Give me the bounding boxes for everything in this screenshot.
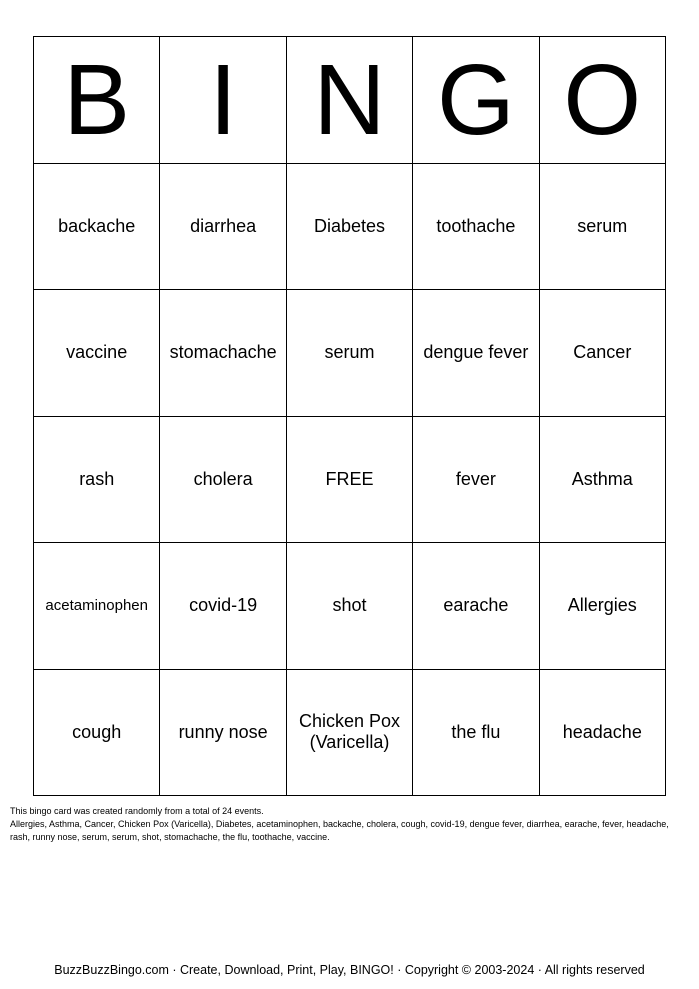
bingo-cell: Chicken Pox (Varicella) bbox=[287, 670, 413, 797]
bingo-cell: Asthma bbox=[540, 417, 666, 544]
header-letter-o: O bbox=[540, 37, 666, 164]
bingo-cell: Diabetes bbox=[287, 164, 413, 291]
bingo-cell: dengue fever bbox=[413, 290, 539, 417]
header-letter-g: G bbox=[413, 37, 539, 164]
bingo-cell: Cancer bbox=[540, 290, 666, 417]
header-letter-i: I bbox=[160, 37, 286, 164]
bingo-cell: shot bbox=[287, 543, 413, 670]
bingo-cell: cough bbox=[34, 670, 160, 797]
bingo-cell: runny nose bbox=[160, 670, 286, 797]
bingo-cell: stomachache bbox=[160, 290, 286, 417]
bingo-cell: rash bbox=[34, 417, 160, 544]
header-letter-b: B bbox=[34, 37, 160, 164]
site-copyright-line: BuzzBuzzBingo.com · Create, Download, Print, Play, BINGO! · Copyright © 2003-2024 · All rights reserved bbox=[54, 963, 645, 977]
generation-note: This bingo card was created randomly from a total of 24 events. bbox=[10, 806, 264, 816]
card-footnote bbox=[10, 805, 680, 844]
bingo-cell: earache bbox=[413, 543, 539, 670]
bingo-cell: headache bbox=[540, 670, 666, 797]
free-space-cell: FREE bbox=[287, 417, 413, 544]
bingo-cell: fever bbox=[413, 417, 539, 544]
bingo-cell: backache bbox=[34, 164, 160, 291]
bingo-cell: serum bbox=[287, 290, 413, 417]
bingo-cell: serum bbox=[540, 164, 666, 291]
bingo-cell: cholera bbox=[160, 417, 286, 544]
bingo-cell: vaccine bbox=[34, 290, 160, 417]
bingo-cell: covid-19 bbox=[160, 543, 286, 670]
bingo-cell: acetaminophen bbox=[34, 543, 160, 670]
bingo-card bbox=[33, 36, 666, 796]
bingo-cell: Allergies bbox=[540, 543, 666, 670]
events-list: Allergies, Asthma, Cancer, Chicken Pox (Varicella), Diabetes, acetaminophen, backache, cholera, cough, covid-19, dengue fever, diarrhea, earache, fever, headache, rash, runny nose, serum, serum, shot, stomachache, the flu, toothache, vaccine. bbox=[10, 819, 669, 842]
bingo-cell: the flu bbox=[413, 670, 539, 797]
bingo-cell: toothache bbox=[413, 164, 539, 291]
header-letter-n: N bbox=[287, 37, 413, 164]
bingo-cell: diarrhea bbox=[160, 164, 286, 291]
